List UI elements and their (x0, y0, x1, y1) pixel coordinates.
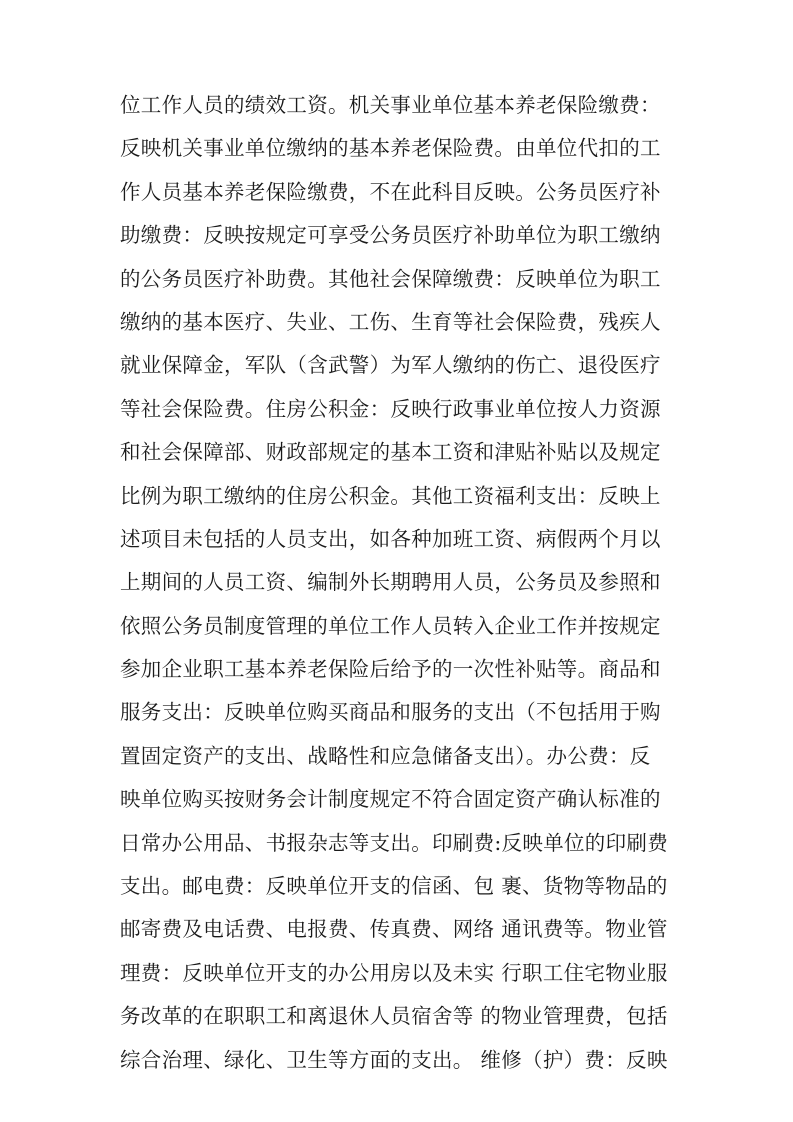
text-line: 综合治理、绿化、卫生等方面的支出。 维修（护）费：反映 (120, 1047, 668, 1072)
text-line: 位工作人员的绩效工资。机关事业单位基本养老保险缴费： (120, 93, 661, 117)
text-line: 依照公务员制度管理的单位工作人员转入企业工作并按规定 (120, 613, 661, 638)
text-line: 缴纳的基本医疗、失业、工伤、生育等社会保险费，残疾人 (120, 309, 661, 334)
text-line: 支出。邮电费：反映单位开支的信函、包 裹、货物等物品的 (120, 874, 668, 899)
text-line: 助缴费：反映按规定可享受公务员医疗补助单位为职工缴纳 (120, 223, 661, 248)
text-line: 置固定资产的支出、战略性和应急储备支出）。办公费：反 (120, 743, 651, 768)
text-line: 和社会保障部、财政部规定的基本工资和津贴补贴以及规定 (120, 440, 661, 465)
text-line: 的公务员医疗补助费。其他社会保障缴费：反映单位为职工 (120, 266, 661, 291)
text-line: 服务支出：反映单位购买商品和服务的支出（不包括用于购 (120, 700, 661, 725)
text-line: 日常办公用品、书报杂志等支出。印刷费:反映单位的印刷费 (120, 830, 669, 855)
text-line: 作人员基本养老保险缴费，不在此科目反映。公务员医疗补 (120, 179, 661, 204)
text-line: 映单位购买按财务会计制度规定不符合固定资产确认标准的 (120, 787, 661, 812)
text-line: 比例为职工缴纳的住房公积金。其他工资福利支出：反映上 (120, 483, 661, 508)
text-line: 上期间的人员工资、编制外长期聘用人员，公务员及参照和 (120, 570, 661, 595)
text-line: 务改革的在职职工和离退休人员宿舍等 的物业管理费，包括 (120, 1004, 668, 1029)
text-line: 参加企业职工基本养老保险后给予的一次性补贴等。商品和 (120, 657, 661, 682)
body-text (120, 84, 680, 1082)
text-line: 邮寄费及电话费、电报费、传真费、网络 通讯费等。物业管 (120, 917, 668, 942)
text-line: 理费：反映单位开支的办公用房以及未实 行职工住宅物业服 (120, 960, 668, 985)
text-line: 述项目未包括的人员支出，如各种加班工资、病假两个月以 (120, 526, 661, 551)
text-line: 反映机关事业单位缴纳的基本养老保险费。由单位代扣的工 (120, 136, 661, 161)
text-line: 就业保障金，军队（含武警）为军人缴纳的伤亡、退役医疗 (120, 353, 661, 378)
text-line: 等社会保险费。住房公积金：反映行政事业单位按人力资源 (120, 396, 661, 421)
